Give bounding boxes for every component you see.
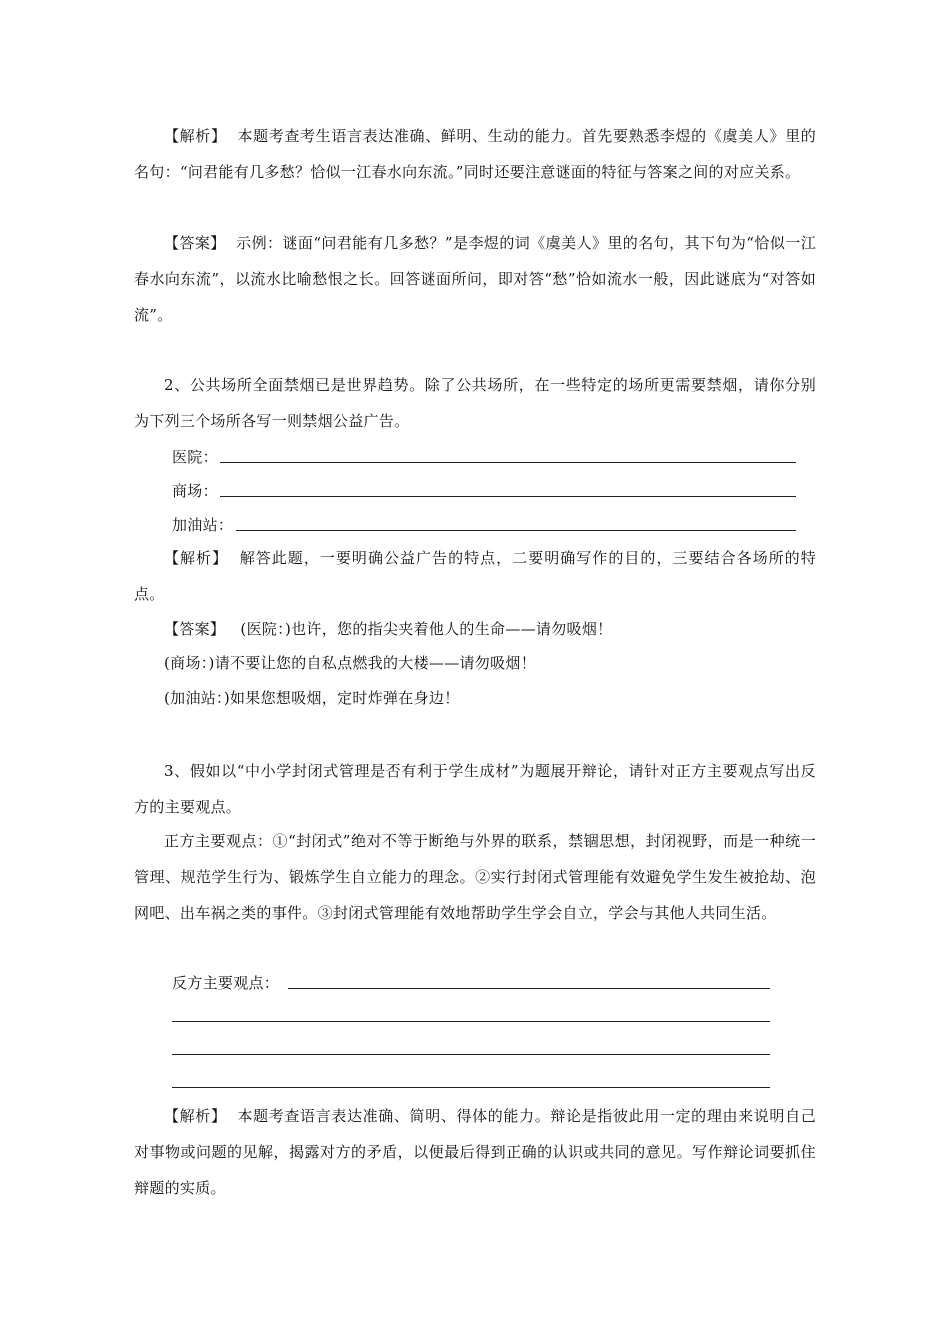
q1-answer-text: 示例：谜面“问君能有几多愁？”是李煜的词《虞美人》里的名句，其下句为“恰似一江春水向东流”，以流水比喻愁恨之长。回答谜面所问，即对答“愁”恰如流水一般，因此谜底为“对答如流”。 [134, 234, 816, 324]
q2-mall-blank[interactable] [220, 496, 796, 497]
q2-answer-3: (加油站：)如果您想吸烟，定时炸弹在身边！ [164, 689, 460, 707]
q3-analysis-label: 【解析】 [164, 1107, 227, 1125]
q2-analysis-text: 解答此题，一要明确公益广告的特点，二要明确写作的目的，三要结合各场所的特点。 [134, 549, 816, 603]
q2-answer-2: (商场：)请不要让您的自私点燃我的大楼——请勿吸烟！ [164, 654, 537, 672]
q3-con-blank-3[interactable] [172, 1054, 770, 1055]
q2-gas-field [172, 510, 233, 540]
q3-pro-view: 正方主要观点：①“封闭式”绝对不等于断绝与外界的联系，禁锢思想，封闭视野，而是一种统一管理、规范学生行为、锻炼学生自立能力的理念。②实行封闭式管理能有效避免学生发生被抢劫、泡网吧、出车祸之类的事件。③封闭式管理能有效地帮助学生学会自立，学会与其他人共同生活。 [134, 832, 816, 922]
q3-analysis [134, 1098, 816, 1206]
q2-mall-label: 商场： [172, 482, 218, 500]
q3-analysis-text: 本题考查语言表达准确、简明、得体的能力。辩论是指彼此用一定的理由来说明自己对事物或问题的见解，揭露对方的矛盾，以便最后得到正确的认识或共同的意见。写作辩论词要抓住辩题的实质。 [134, 1107, 817, 1197]
q2-gas-label: 加油站： [172, 516, 234, 534]
q2-analysis [134, 540, 816, 612]
q2-hospital-label: 医院： [172, 448, 218, 466]
q1-answer-label: 【答案】 [164, 234, 226, 252]
q2-hospital-blank[interactable] [220, 462, 796, 463]
q3-con-blank-2[interactable] [172, 1021, 770, 1022]
q2-analysis-label: 【解析】 [164, 549, 229, 567]
q2-answer-1 [164, 614, 612, 644]
q3-con-blank-1[interactable] [288, 988, 770, 989]
q3-con-blank-4[interactable] [172, 1087, 770, 1088]
q2-gas-blank[interactable] [236, 530, 796, 531]
q2-hospital-field [172, 442, 218, 472]
q1-answer [134, 225, 816, 333]
q2-answer-label: 【答案】 [164, 620, 226, 638]
q1-analysis [134, 118, 816, 190]
q2-question: 2、公共场所全面禁烟已是世界趋势。除了公共场所，在一些特定的场所更需要禁烟，请你分别为下列三个场所各写一则禁烟公益广告。 [134, 376, 816, 430]
q1-analysis-text: 本题考查考生语言表达准确、鲜明、生动的能力。首先要熟悉李煜的《虞美人》里的名句：“问君能有几多愁？恰似一江春水向东流。”同时还要注意谜面的特征与答案之间的对应关系。 [134, 127, 817, 181]
q3-con-field [172, 968, 279, 998]
q3-con-label: 反方主要观点： [172, 974, 280, 992]
q1-analysis-label: 【解析】 [164, 127, 227, 145]
q2-mall-field [172, 476, 218, 506]
q2-answer-1-text: (医院：)也许，您的指尖夹着他人的生命——请勿吸烟！ [240, 620, 613, 638]
q3-question: 3、假如以“中小学封闭式管理是否有利于学生成材”为题展开辩论，请针对正方主要观点写出反方的主要观点。 [134, 762, 816, 816]
